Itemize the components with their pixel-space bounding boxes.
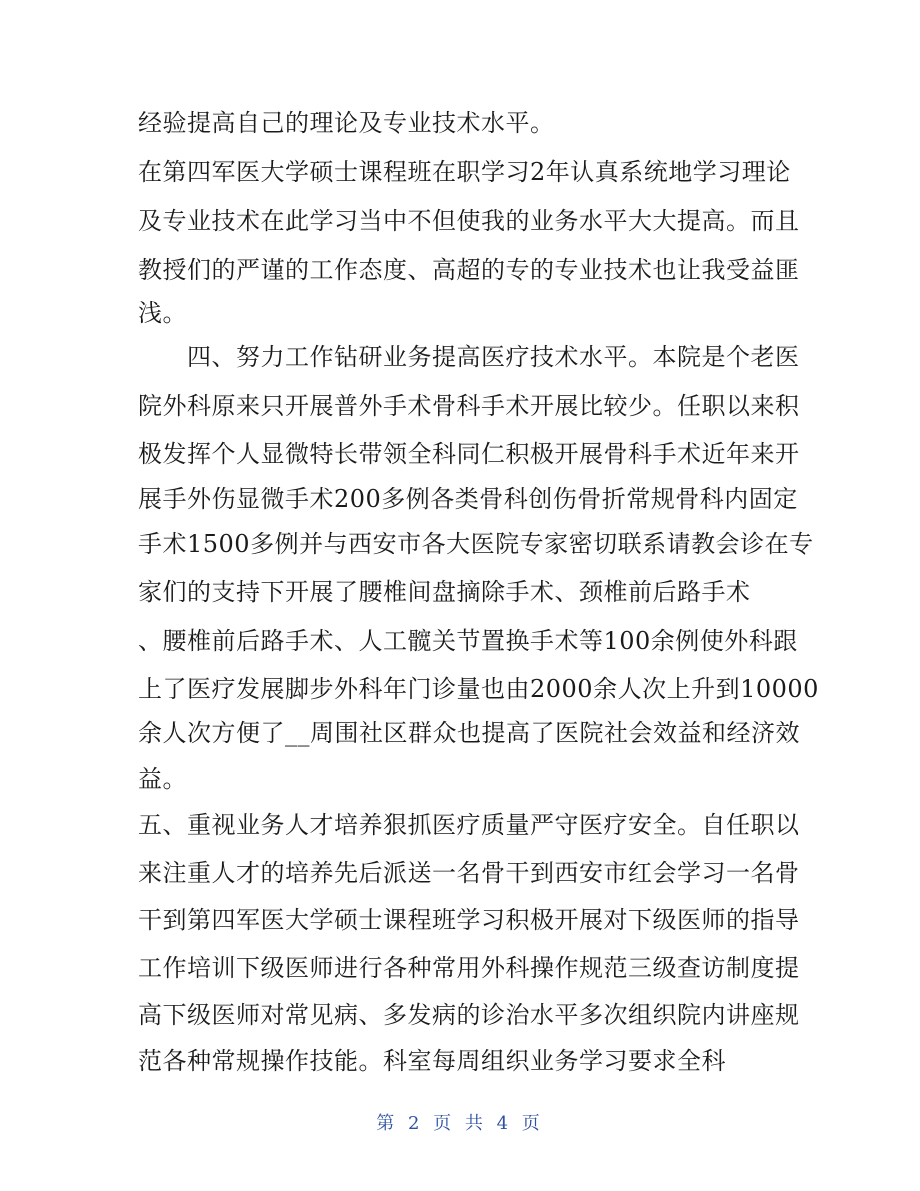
text-line: 极发挥个人显微特长带领全科同仁积极开展骨科手术近年来开 <box>138 440 800 468</box>
text-line: 展手外伤显微手术200多例各类骨科创伤骨折常规骨科内固定 <box>138 485 798 513</box>
text-line: 上了医疗发展脚步外科年门诊量也由2000余人次上升到10000 <box>138 675 819 703</box>
text-line: 经验提高自己的理论及专业技术水平。 <box>138 109 555 137</box>
text-line: 院外科原来只开展普外手术骨科手术开展比较少。任职以来积 <box>138 392 800 420</box>
text-line: 、腰椎前后路手术、人工髋关节置换手术等100余例使外科跟 <box>138 627 798 655</box>
text-line: 来注重人才的培养先后派送一名骨干到西安市红会学习一名骨 <box>138 859 800 887</box>
text-line: 教授们的严谨的工作态度、高超的专的专业技术也让我受益匪 <box>138 256 800 284</box>
text-line: 干到第四军医大学硕士课程班学习积极开展对下级医师的指导 <box>138 906 800 934</box>
text-line: 工作培训下级医师进行各种常用外科操作规范三级查访制度提 <box>138 954 800 982</box>
text-line: 范各种常规操作技能。科室每周组织业务学习要求全科 <box>138 1047 726 1075</box>
text-line: 在第四军医大学硕士课程班在职学习2年认真系统地学习理论 <box>138 158 791 186</box>
text-line: 五、重视业务人才培养狠抓医疗质量严守医疗安全。自任职以 <box>138 811 800 839</box>
page-number-footer: 第 2 页 共 4 页 <box>376 1113 544 1134</box>
text-line: 手术1500多例并与西安市各大医院专家密切联系请教会诊在专 <box>138 530 814 558</box>
text-line: 浅。 <box>138 299 187 327</box>
text-line: 四、努力工作钻研业务提高医疗技术水平。本院是个老医 <box>138 343 800 371</box>
text-line: 高下级医师对常见病、多发病的诊治水平多次组织院内讲座规 <box>138 1001 800 1029</box>
text-line: 家们的支持下开展了腰椎间盘摘除手术、颈椎前后路手术 <box>138 578 751 606</box>
text-line: 益。 <box>138 765 187 793</box>
text-line: 及专业技术在此学习当中不但使我的业务水平大大提高。而且 <box>138 207 800 235</box>
text-line: 余人次方便了__周围社区群众也提高了医院社会效益和经济效 <box>138 719 800 747</box>
